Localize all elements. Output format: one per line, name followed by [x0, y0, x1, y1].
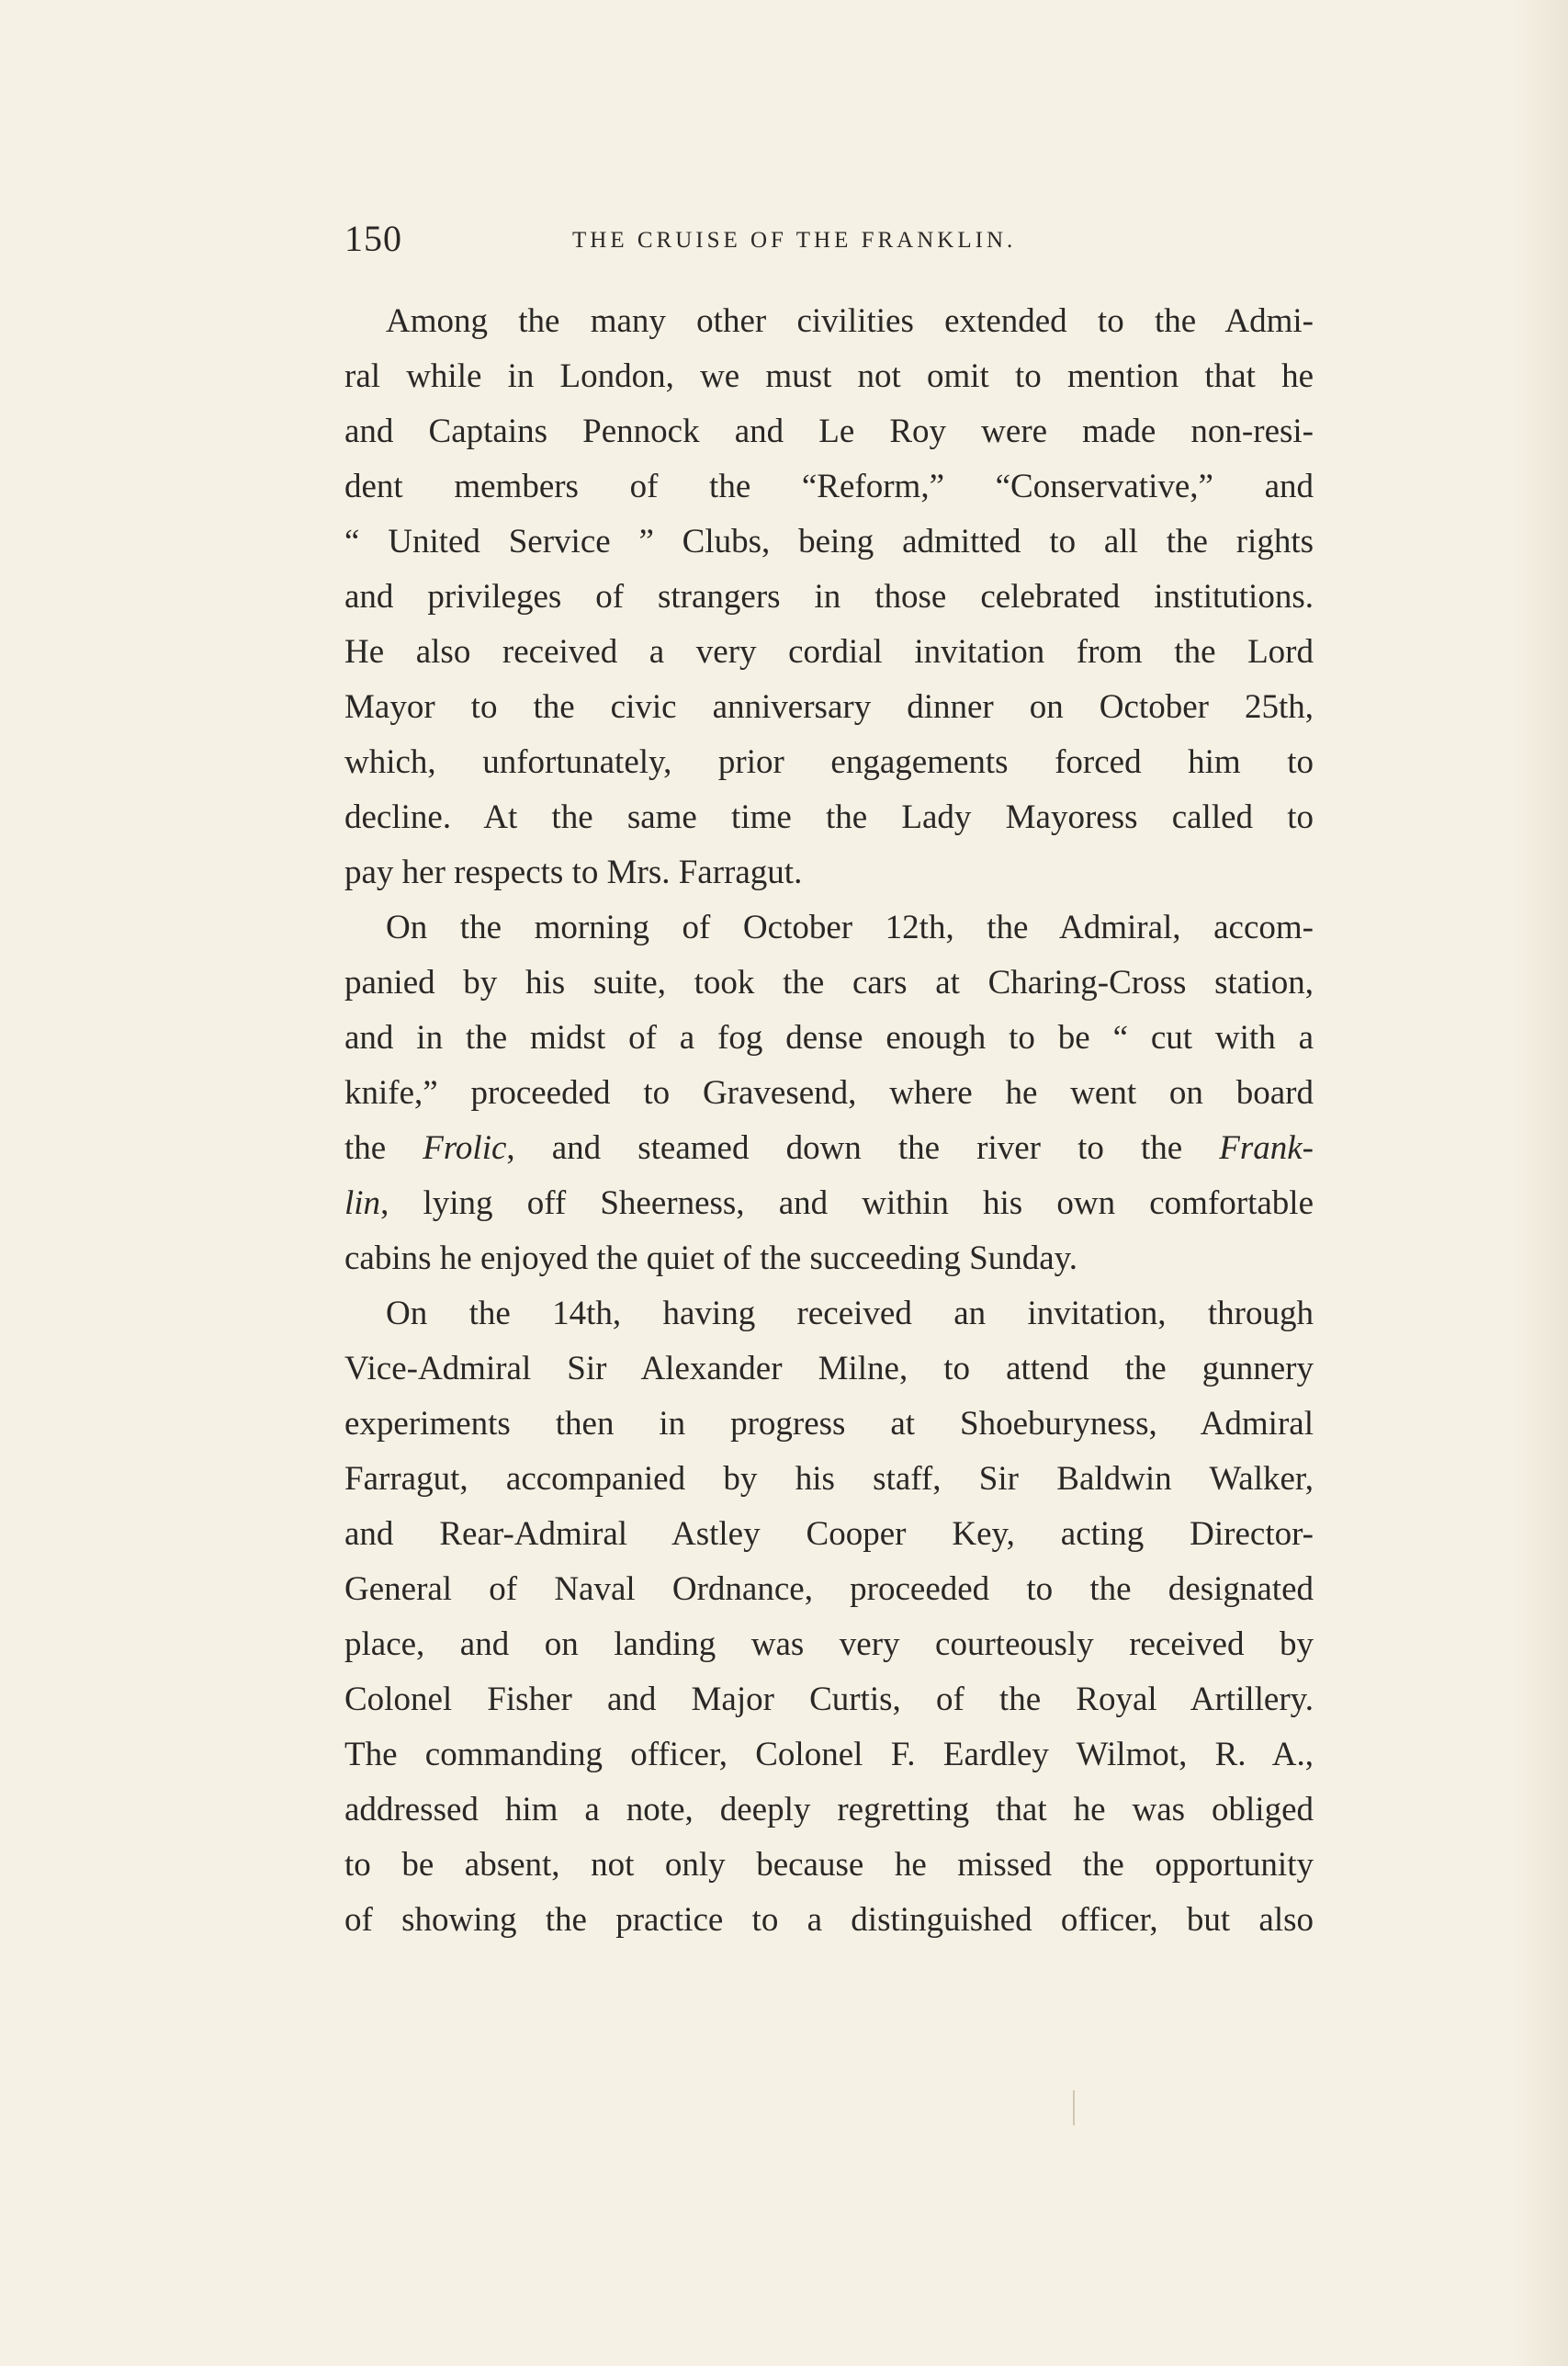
- text-line: [344, 1672, 1314, 1727]
- text-segment: place, and on landing was very courteously received by: [344, 1625, 1314, 1663]
- text-segment: Among the many other civilities extended to the Admi-: [386, 302, 1314, 340]
- text-segment: He also received a very cordial invitation from the Lord: [344, 633, 1314, 671]
- text-line: [344, 900, 1314, 956]
- text-line: [344, 1562, 1314, 1617]
- text-line: [344, 1838, 1314, 1893]
- text-line: [344, 1066, 1314, 1121]
- text-line: [344, 1011, 1314, 1066]
- page-edge-shadow: [1513, 0, 1568, 2366]
- text-segment: decline. At the same time the Lady Mayoress called to: [344, 798, 1314, 836]
- text-segment: knife,” proceeded to Gravesend, where he went on board: [344, 1074, 1314, 1112]
- text-line: [344, 1121, 1314, 1176]
- text-line: [344, 404, 1314, 459]
- text-line: [344, 1176, 1314, 1231]
- text-segment: , and steamed down the river to the: [506, 1129, 1220, 1167]
- text-segment: to be absent, not only because he missed the opportunity: [344, 1846, 1314, 1884]
- text-line: [344, 1231, 1314, 1286]
- text-segment: and privileges of strangers in those celebrated institutions.: [344, 578, 1314, 616]
- text-segment: the: [344, 1129, 423, 1167]
- text-line: [344, 735, 1314, 790]
- italic-text: Frolic: [423, 1129, 507, 1167]
- text-segment: Vice-Admiral Sir Alexander Milne, to attend the gunnery: [344, 1350, 1314, 1387]
- text-line: [344, 294, 1314, 349]
- text-segment: of showing the practice to a distinguished officer, but also: [344, 1901, 1314, 1939]
- page-number: 150: [344, 218, 402, 259]
- text-segment: Farragut, accompanied by his staff, Sir Baldwin Walker,: [344, 1460, 1314, 1498]
- text-line: [344, 680, 1314, 735]
- text-segment: Colonel Fisher and Major Curtis, of the Royal Artillery.: [344, 1681, 1314, 1718]
- text-segment: ral while in London, we must not omit to mention that he: [344, 357, 1314, 395]
- text-segment: and in the midst of a fog dense enough to be “ cut with a: [344, 1019, 1314, 1057]
- text-segment: experiments then in progress at Shoeburyness, Admiral: [344, 1405, 1314, 1443]
- text-segment: cabins he enjoyed the quiet of the succeeding Sunday.: [344, 1240, 1077, 1277]
- text-line: [344, 1783, 1314, 1838]
- text-line: [344, 1893, 1314, 1948]
- italic-text: Frank-: [1219, 1129, 1314, 1167]
- text-line: [344, 515, 1314, 570]
- italic-text: lin: [344, 1184, 381, 1222]
- running-title: THE CRUISE OF THE FRANKLIN.: [572, 228, 1017, 253]
- text-segment: On the morning of October 12th, the Admiral, accom-: [386, 909, 1314, 946]
- text-segment: General of Naval Ordnance, proceeded to the designated: [344, 1570, 1314, 1608]
- text-line: [344, 1727, 1314, 1783]
- body-text: [344, 294, 1314, 1948]
- text-line: [344, 1397, 1314, 1452]
- text-segment: “ United Service ” Clubs, being admitted to all the rights: [344, 523, 1314, 560]
- text-segment: addressed him a note, deeply regretting that he was obliged: [344, 1791, 1314, 1828]
- text-segment: pay her respects to Mrs. Farragut.: [344, 854, 803, 891]
- text-line: [344, 349, 1314, 404]
- text-line: [344, 625, 1314, 680]
- text-line: [344, 956, 1314, 1011]
- text-segment: panied by his suite, took the cars at Charing-Cross station,: [344, 964, 1314, 1002]
- text-line: [344, 459, 1314, 515]
- text-line: [344, 790, 1314, 845]
- paper-mark: [1073, 2090, 1075, 2125]
- text-line: [344, 845, 1314, 900]
- text-segment: dent members of the “Reform,” “Conservative,” and: [344, 468, 1314, 505]
- text-line: [344, 1617, 1314, 1672]
- text-line: [344, 570, 1314, 625]
- text-line: [344, 1286, 1314, 1341]
- text-segment: On the 14th, having received an invitation, through: [386, 1295, 1314, 1332]
- text-line: [344, 1452, 1314, 1507]
- text-segment: and Captains Pennock and Le Roy were made non-resi-: [344, 413, 1314, 450]
- text-segment: which, unfortunately, prior engagements forced him to: [344, 743, 1314, 781]
- text-segment: The commanding officer, Colonel F. Eardley Wilmot, R. A.,: [344, 1736, 1314, 1773]
- text-segment: Mayor to the civic anniversary dinner on October 25th,: [344, 688, 1314, 726]
- text-line: [344, 1507, 1314, 1562]
- text-line: [344, 1341, 1314, 1397]
- running-head: [344, 217, 1314, 272]
- text-segment: , lying off Sheerness, and within his own comfortable: [380, 1184, 1314, 1222]
- text-segment: and Rear-Admiral Astley Cooper Key, acting Director-: [344, 1515, 1314, 1553]
